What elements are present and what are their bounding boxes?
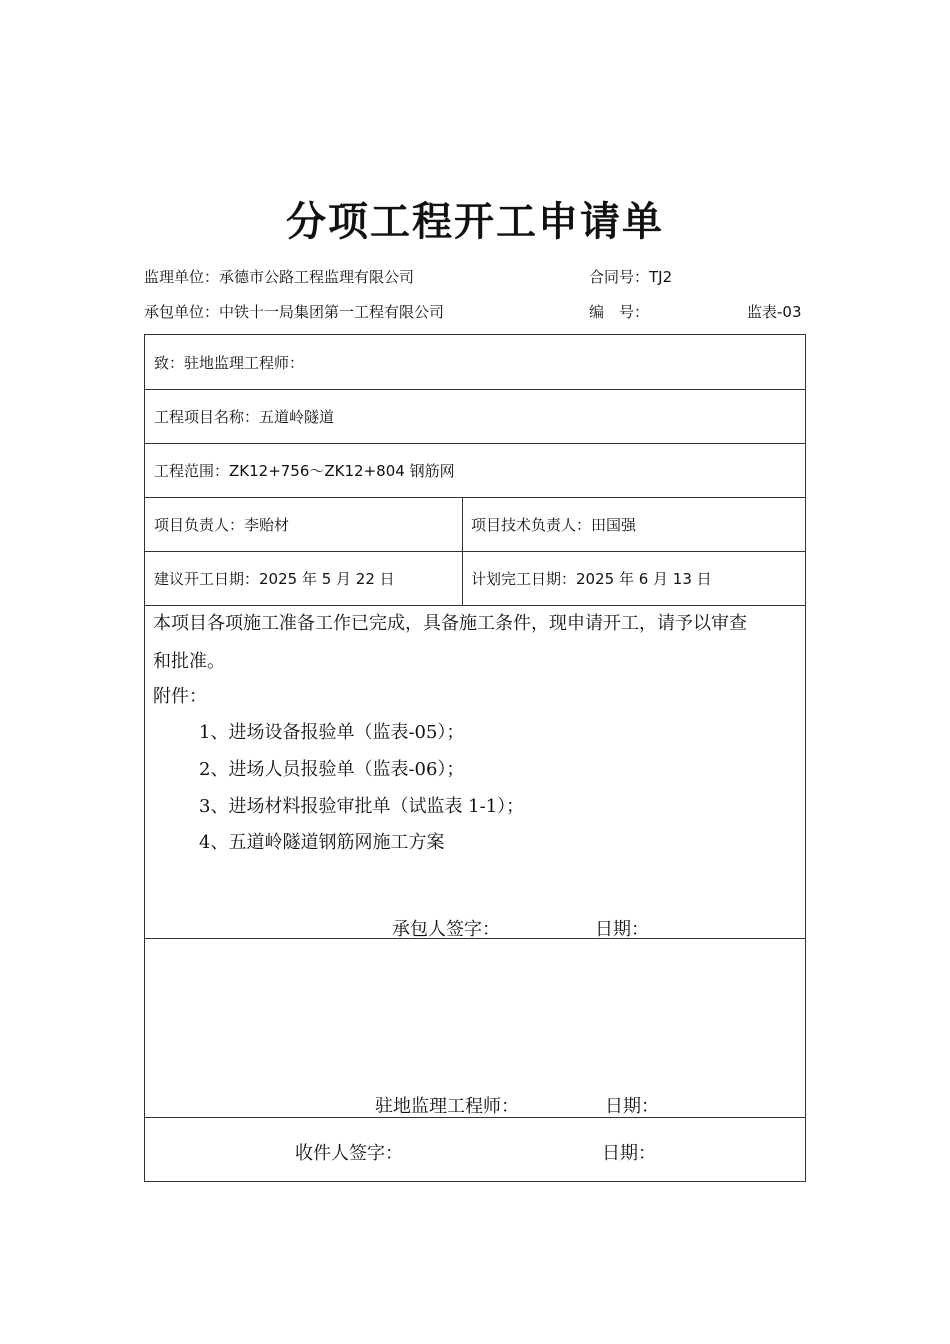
attachment-item: 3、进场材料报验审批单（试监表 1-1）； (199, 796, 525, 817)
supervisor-unit: 监理单位：承德市公路工程监理有限公司 (144, 268, 415, 286)
receiver-row (145, 1118, 805, 1181)
engineer-date-label: 日期： (605, 1096, 659, 1117)
attachment-item: 2、进场人员报验单（监表-06）； (199, 759, 465, 780)
serial-label: 编 号： (589, 303, 650, 321)
receiver-sign-label: 收件人签字： (295, 1143, 403, 1164)
to-row (145, 335, 805, 390)
scope-field: 工程范围：ZK12+756～ZK12+804 钢筋网 (154, 462, 455, 480)
scope-row (145, 444, 805, 498)
form-code: 监表-03 (747, 303, 802, 321)
application-body-row (145, 606, 805, 939)
project-name-field: 工程项目名称：五道岭隧道 (154, 408, 335, 426)
attachment-item: 1、进场设备报验单（监表-05）； (199, 722, 465, 743)
tech-manager-field: 项目技术负责人：田国强 (471, 516, 637, 534)
receiver-date-label: 日期： (602, 1143, 656, 1164)
engineer-row (145, 939, 805, 1118)
application-form (144, 334, 806, 1182)
project-manager-field: 项目负责人：李贻材 (154, 516, 290, 534)
attachment-item: 4、五道岭隧道钢筋网施工方案 (199, 832, 445, 853)
to-field: 致：驻地监理工程师： (154, 353, 305, 372)
managers-row (145, 498, 805, 552)
engineer-sign-label: 驻地监理工程师： (375, 1096, 519, 1117)
start-date-field: 建议开工日期：2025 年 5 月 22 日 (154, 570, 395, 588)
body-text-line1: 本项目各项施工准备工作已完成，具备施工条件，现申请开工，请予以审查 (153, 613, 747, 634)
attachments-label: 附件： (153, 686, 207, 707)
page-title: 分项工程开工申请单 (286, 198, 664, 245)
body-text-line2: 和批准。 (153, 651, 225, 672)
contractor-unit: 承包单位：中铁十一局集团第一工程有限公司 (144, 303, 445, 321)
contractor-sign-label: 承包人签字： (392, 919, 500, 940)
contractor-date-label: 日期： (595, 919, 649, 940)
finish-date-field: 计划完工日期：2025 年 6 月 13 日 (471, 570, 712, 588)
dates-row (145, 552, 805, 606)
contract-no: 合同号：TJ2 (589, 268, 673, 286)
project-name-row (145, 390, 805, 444)
